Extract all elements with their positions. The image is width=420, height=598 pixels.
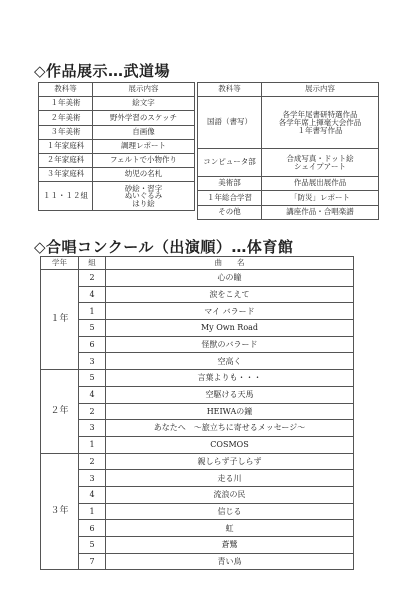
- table-row: [39, 168, 195, 182]
- class-cell: 3: [79, 470, 106, 487]
- subject-cell: １年総合学習: [198, 191, 262, 205]
- song-cell: 青い鳥: [106, 553, 354, 570]
- class-cell: 1: [79, 303, 106, 320]
- content-cell: 自画像: [93, 125, 195, 139]
- table-row: [41, 270, 354, 287]
- song-cell: My Own Road: [106, 320, 354, 337]
- table-row: [198, 191, 379, 205]
- table-row: [41, 386, 354, 403]
- subject-cell: 美術部: [198, 177, 262, 191]
- song-cell: 親しらず子しらず: [106, 453, 354, 470]
- song-cell: あなたへ ～旅立ちに寄せるメッセージ～: [106, 420, 354, 437]
- subject-cell: ２年美術: [39, 111, 93, 125]
- table-row: [41, 320, 354, 337]
- song-cell: マイ バラード: [106, 303, 354, 320]
- chorus-table: [40, 256, 354, 570]
- column-header: 展示内容: [262, 83, 379, 97]
- subject-cell: １１・１２組: [39, 182, 93, 211]
- table-row: [41, 470, 354, 487]
- song-cell: 涙をこえて: [106, 286, 354, 303]
- grade-cell: １年: [41, 270, 79, 370]
- table-row: [41, 520, 354, 537]
- song-cell: COSMOS: [106, 436, 354, 453]
- content-cell: 砂絵・習字 ぬいぐるみ はり絵: [93, 182, 195, 211]
- table-row: [198, 97, 379, 149]
- table-row: [41, 486, 354, 503]
- column-header: 展示内容: [93, 83, 195, 97]
- grade-cell: ３年: [41, 453, 79, 570]
- table-row: [41, 453, 354, 470]
- table-row: [41, 537, 354, 554]
- song-cell: 流浪の民: [106, 486, 354, 503]
- class-cell: 4: [79, 486, 106, 503]
- column-header: 学年: [41, 257, 79, 270]
- table-row: [39, 125, 195, 139]
- table-header-row: [39, 83, 195, 97]
- content-cell: 幼児の名札: [93, 168, 195, 182]
- song-cell: 心の瞳: [106, 270, 354, 287]
- class-cell: 4: [79, 386, 106, 403]
- subject-cell: １年美術: [39, 97, 93, 111]
- content-cell: フェルトで小物作り: [93, 153, 195, 167]
- content-cell: 調理レポート: [93, 139, 195, 153]
- class-cell: 4: [79, 286, 106, 303]
- table-row: [41, 336, 354, 353]
- content-cell: 作品展出展作品: [262, 177, 379, 191]
- table-row: [39, 139, 195, 153]
- song-cell: 怪獣のバラード: [106, 336, 354, 353]
- content-cell: 合成写真・ドット絵 シェイプアート: [262, 149, 379, 177]
- subject-cell: 国語（書写）: [198, 97, 262, 149]
- table-row: [198, 149, 379, 177]
- content-cell: 「防災」レポート: [262, 191, 379, 205]
- table-row: [41, 553, 354, 570]
- content-cell: 各学年尾書研特選作品 各学年席上揮毫大会作品 １年書写作品: [262, 97, 379, 149]
- class-cell: 7: [79, 553, 106, 570]
- class-cell: 5: [79, 320, 106, 337]
- content-cell: 野外学習のスケッチ: [93, 111, 195, 125]
- class-cell: 2: [79, 403, 106, 420]
- subject-cell: ３年家庭科: [39, 168, 93, 182]
- grade-cell: ２年: [41, 370, 79, 453]
- song-cell: 虹: [106, 520, 354, 537]
- column-header: 教科等: [39, 83, 93, 97]
- table-row: [39, 182, 195, 211]
- subject-cell: １年家庭科: [39, 139, 93, 153]
- class-cell: 5: [79, 370, 106, 387]
- table-row: [41, 403, 354, 420]
- table-row: [41, 420, 354, 437]
- table-row: [41, 303, 354, 320]
- content-cell: 絵文字: [93, 97, 195, 111]
- table-row: [39, 111, 195, 125]
- class-cell: 6: [79, 520, 106, 537]
- exhibition-table-right: [197, 82, 379, 220]
- chorus-heading: ◇合唱コンクール（出演順）…体育館: [34, 238, 294, 256]
- subject-cell: コンピュータ部: [198, 149, 262, 177]
- table-row: [39, 153, 195, 167]
- exhibition-heading: ◇作品展示…武道場: [34, 62, 171, 80]
- song-cell: 蒼鷺: [106, 537, 354, 554]
- column-header: 教科等: [198, 83, 262, 97]
- column-header: 曲 名: [106, 257, 354, 270]
- class-cell: 5: [79, 537, 106, 554]
- table-row: [41, 370, 354, 387]
- table-row: [41, 503, 354, 520]
- subject-cell: その他: [198, 205, 262, 219]
- class-cell: 2: [79, 270, 106, 287]
- class-cell: 6: [79, 336, 106, 353]
- song-cell: 空高く: [106, 353, 354, 370]
- song-cell: 信じる: [106, 503, 354, 520]
- table-row: [41, 436, 354, 453]
- song-cell: 空駆ける天馬: [106, 386, 354, 403]
- table-row: [39, 97, 195, 111]
- table-row: [41, 353, 354, 370]
- class-cell: 1: [79, 503, 106, 520]
- class-cell: 3: [79, 353, 106, 370]
- subject-cell: ３年美術: [39, 125, 93, 139]
- table-row: [198, 177, 379, 191]
- song-cell: HEIWAの鐘: [106, 403, 354, 420]
- content-cell: 講座作品・合唱楽譜: [262, 205, 379, 219]
- song-cell: 走る川: [106, 470, 354, 487]
- exhibition-table-left: [38, 82, 195, 211]
- column-header: 組: [79, 257, 106, 270]
- subject-cell: ２年家庭科: [39, 153, 93, 167]
- table-row: [198, 205, 379, 219]
- song-cell: 言葉よりも・・・: [106, 370, 354, 387]
- table-header-row: [41, 257, 354, 270]
- table-row: [41, 286, 354, 303]
- table-header-row: [198, 83, 379, 97]
- class-cell: 1: [79, 436, 106, 453]
- class-cell: 2: [79, 453, 106, 470]
- class-cell: 3: [79, 420, 106, 437]
